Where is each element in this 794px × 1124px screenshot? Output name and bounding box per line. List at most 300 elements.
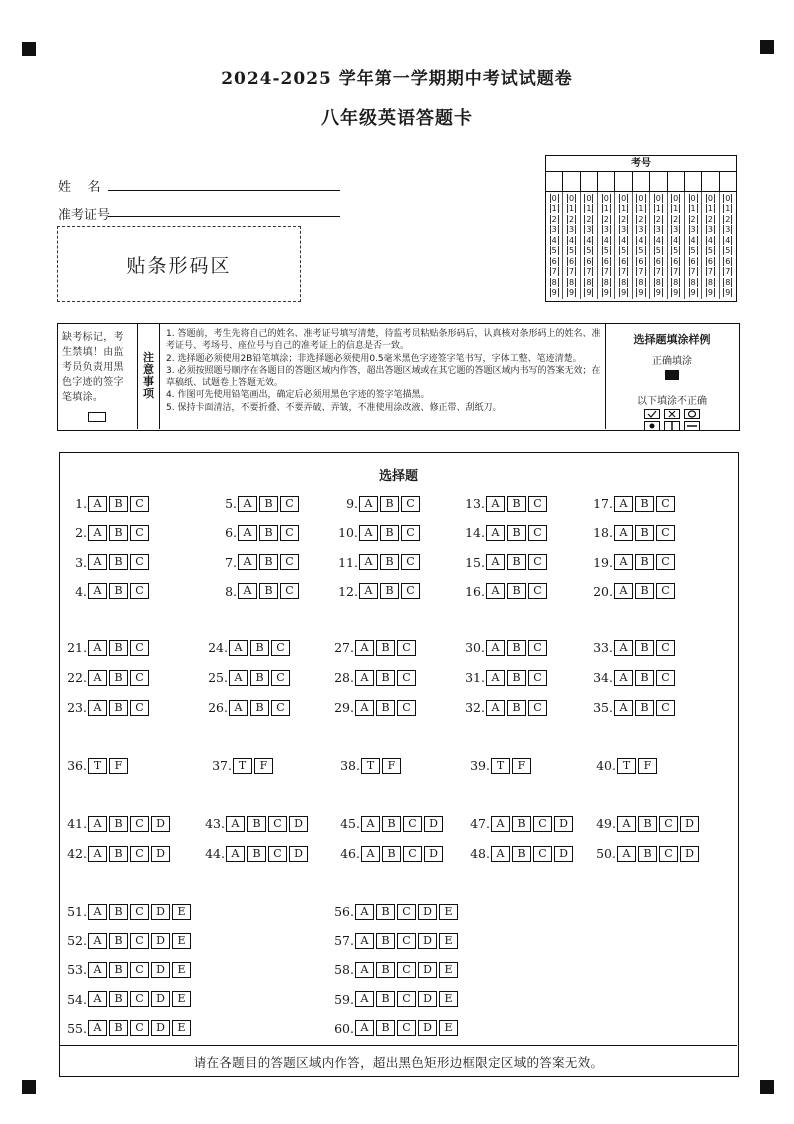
answer-option-bubble[interactable]: B [109,640,128,656]
answer-option-bubble[interactable]: A [361,846,380,862]
answer-option-bubble[interactable]: C [280,496,299,512]
answer-option-bubble[interactable]: A [359,554,378,570]
answer-option-bubble[interactable]: B [507,554,526,570]
exam-digit-bubble[interactable]: 4 [725,235,731,245]
answer-option-bubble[interactable]: C [401,554,420,570]
answer-option-bubble[interactable]: C [528,496,547,512]
answer-option-bubble[interactable]: C [397,1020,416,1036]
answer-option-bubble[interactable]: C [280,554,299,570]
exam-digit-bubble[interactable]: 8 [603,277,609,287]
answer-option-bubble[interactable]: C [130,846,149,862]
exam-digit-bubble[interactable]: 3 [690,225,696,235]
exam-digit-bubble[interactable]: 0 [707,193,713,203]
answer-option-bubble[interactable]: C [130,962,149,978]
answer-option-bubble[interactable]: B [250,640,269,656]
answer-option-bubble[interactable]: A [359,583,378,599]
exam-digit-bubble[interactable]: 6 [568,256,575,266]
exam-digit-bubble[interactable]: 6 [690,256,696,266]
exam-digit-bubble[interactable]: 6 [551,256,557,266]
exam-digit-bubble[interactable]: 0 [603,193,609,203]
answer-option-bubble[interactable]: B [109,700,128,716]
exam-digit-bubble[interactable]: 2 [707,214,713,224]
exam-digit-bubble[interactable]: 5 [638,246,644,256]
answer-option-bubble[interactable]: A [229,640,248,656]
answer-option-bubble[interactable]: B [382,816,401,832]
exam-digit-bubble[interactable]: 2 [673,214,679,224]
answer-option-bubble[interactable]: C [130,991,149,1007]
answer-option-bubble[interactable]: B [376,640,395,656]
answer-option-bubble[interactable]: A [88,640,107,656]
answer-option-bubble[interactable]: C [528,525,547,541]
exam-digit-bubble[interactable]: 3 [551,225,557,235]
answer-option-bubble[interactable]: T [361,758,380,774]
answer-option-bubble[interactable]: F [109,758,128,774]
answer-option-bubble[interactable]: C [533,816,552,832]
exam-digit-bubble[interactable]: 6 [621,256,627,266]
answer-option-bubble[interactable]: C [403,846,422,862]
exam-digit-bubble[interactable]: 1 [551,204,557,214]
answer-option-bubble[interactable]: B [635,554,654,570]
answer-option-bubble[interactable]: B [507,583,526,599]
exam-digit-bubble[interactable]: 7 [655,267,661,277]
answer-option-bubble[interactable]: B [512,816,531,832]
exam-digit-bubble[interactable]: 3 [707,225,713,235]
answer-option-bubble[interactable]: C [130,904,149,920]
answer-option-bubble[interactable]: A [229,700,248,716]
answer-option-bubble[interactable]: D [151,904,170,920]
answer-option-bubble[interactable]: B [109,583,128,599]
answer-option-bubble[interactable]: B [109,846,128,862]
answer-option-bubble[interactable]: A [486,525,505,541]
exam-digit-bubble[interactable]: 7 [690,267,696,277]
answer-option-bubble[interactable]: C [130,583,149,599]
answer-option-bubble[interactable]: F [382,758,401,774]
exam-digit-bubble[interactable]: 9 [638,288,644,298]
answer-option-bubble[interactable]: B [109,670,128,686]
answer-option-bubble[interactable]: B [376,962,395,978]
exam-digit-bubble[interactable]: 7 [707,267,713,277]
answer-option-bubble[interactable]: A [355,933,374,949]
exam-digit-bubble[interactable]: 4 [690,235,696,245]
answer-option-bubble[interactable]: B [635,583,654,599]
answer-option-bubble[interactable]: A [88,496,107,512]
exam-number-write-cell[interactable] [563,172,580,191]
exam-number-write-cell[interactable] [615,172,632,191]
answer-option-bubble[interactable]: A [486,554,505,570]
answer-option-bubble[interactable]: A [359,525,378,541]
answer-option-bubble[interactable]: B [635,700,654,716]
answer-option-bubble[interactable]: A [88,670,107,686]
answer-option-bubble[interactable]: A [614,554,633,570]
exam-digit-bubble[interactable]: 7 [638,267,644,277]
exam-digit-bubble[interactable]: 2 [586,214,592,224]
exam-digit-bubble[interactable]: 1 [655,204,661,214]
exam-digit-bubble[interactable]: 6 [586,256,592,266]
answer-option-bubble[interactable]: B [380,525,399,541]
answer-option-bubble[interactable]: E [172,904,191,920]
answer-option-bubble[interactable]: E [439,933,458,949]
answer-option-bubble[interactable]: A [491,816,510,832]
answer-option-bubble[interactable]: B [247,846,266,862]
answer-option-bubble[interactable]: C [130,933,149,949]
exam-number-write-row[interactable] [546,172,736,192]
exam-digit-bubble[interactable]: 4 [568,235,575,245]
answer-option-bubble[interactable]: D [554,846,573,862]
exam-digit-bubble[interactable]: 6 [673,256,679,266]
answer-option-bubble[interactable]: B [109,991,128,1007]
exam-digit-bubble[interactable]: 8 [551,277,557,287]
answer-option-bubble[interactable]: A [88,1020,107,1036]
exam-digit-bubble[interactable]: 4 [586,235,592,245]
answer-option-bubble[interactable]: F [638,758,657,774]
exam-digit-bubble[interactable]: 1 [725,204,731,214]
exam-digit-bubble[interactable]: 8 [690,277,696,287]
answer-option-bubble[interactable]: B [512,846,531,862]
answer-option-bubble[interactable]: C [397,904,416,920]
answer-option-bubble[interactable]: C [130,496,149,512]
exam-digit-bubble[interactable]: 2 [638,214,644,224]
answer-option-bubble[interactable]: A [238,583,257,599]
answer-option-bubble[interactable]: C [659,846,678,862]
exam-digit-bubble[interactable]: 7 [621,267,627,277]
exam-digit-bubble[interactable]: 2 [568,214,575,224]
answer-option-bubble[interactable]: A [486,670,505,686]
answer-option-bubble[interactable]: F [512,758,531,774]
exam-digit-bubble[interactable]: 3 [603,225,609,235]
answer-option-bubble[interactable]: D [151,816,170,832]
answer-option-bubble[interactable]: A [617,816,636,832]
exam-digit-bubble[interactable]: 0 [725,193,731,203]
exam-number-bubbles[interactable] [546,192,736,299]
exam-digit-bubble[interactable]: 9 [621,288,627,298]
answer-option-bubble[interactable]: B [635,496,654,512]
exam-digit-bubble[interactable]: 4 [603,235,609,245]
answer-option-bubble[interactable]: C [528,554,547,570]
answer-option-bubble[interactable]: D [418,991,437,1007]
answer-option-bubble[interactable]: B [109,962,128,978]
exam-digit-bubble[interactable]: 1 [690,204,696,214]
answer-option-bubble[interactable]: B [259,583,278,599]
answer-option-bubble[interactable]: C [656,670,675,686]
answer-option-bubble[interactable]: A [88,991,107,1007]
exam-digit-bubble[interactable]: 9 [603,288,609,298]
answer-option-bubble[interactable]: B [635,525,654,541]
exam-number-write-cell[interactable] [598,172,615,191]
exam-digit-bubble[interactable]: 3 [586,225,592,235]
answer-option-bubble[interactable]: T [617,758,636,774]
exam-digit-bubble[interactable]: 3 [725,225,731,235]
exam-digit-bubble[interactable]: 3 [673,225,679,235]
answer-option-bubble[interactable]: B [259,525,278,541]
answer-option-bubble[interactable]: C [401,583,420,599]
answer-option-bubble[interactable]: B [635,670,654,686]
exam-number-write-cell[interactable] [546,172,563,191]
answer-option-bubble[interactable]: D [151,846,170,862]
exam-digit-bubble[interactable]: 6 [655,256,661,266]
answer-option-bubble[interactable]: C [528,583,547,599]
exam-digit-bubble[interactable]: 5 [568,246,575,256]
exam-digit-bubble[interactable]: 1 [568,204,575,214]
exam-digit-bubble[interactable]: 2 [725,214,731,224]
answer-option-bubble[interactable]: A [226,816,245,832]
answer-option-bubble[interactable]: B [376,1020,395,1036]
answer-option-bubble[interactable]: A [238,525,257,541]
answer-option-bubble[interactable]: C [528,670,547,686]
answer-option-bubble[interactable]: A [614,525,633,541]
answer-option-bubble[interactable]: D [151,991,170,1007]
exam-digit-bubble[interactable]: 0 [621,193,627,203]
exam-digit-bubble[interactable]: 8 [673,277,679,287]
answer-option-bubble[interactable]: E [439,991,458,1007]
answer-option-bubble[interactable]: C [280,583,299,599]
exam-digit-bubble[interactable]: 5 [621,246,627,256]
exam-digit-bubble[interactable]: 0 [655,193,661,203]
exam-digit-bubble[interactable]: 1 [603,204,609,214]
answer-option-bubble[interactable]: A [88,700,107,716]
answer-option-bubble[interactable]: C [397,991,416,1007]
answer-option-bubble[interactable]: C [397,962,416,978]
answer-option-bubble[interactable]: B [635,640,654,656]
exam-digit-bubble[interactable]: 9 [655,288,661,298]
exam-digit-bubble[interactable]: 3 [655,225,661,235]
answer-option-bubble[interactable]: A [614,496,633,512]
answer-option-bubble[interactable]: B [259,554,278,570]
answer-option-bubble[interactable]: C [268,846,287,862]
answer-option-bubble[interactable]: E [439,1020,458,1036]
exam-digit-bubble[interactable]: 1 [621,204,627,214]
answer-option-bubble[interactable]: C [656,525,675,541]
answer-option-bubble[interactable]: D [418,962,437,978]
exam-digit-bubble[interactable]: 9 [707,288,713,298]
exam-digit-bubble[interactable]: 5 [673,246,679,256]
answer-option-bubble[interactable]: B [376,904,395,920]
answer-option-bubble[interactable]: B [638,846,657,862]
id-field[interactable] [108,216,340,217]
answer-option-bubble[interactable]: C [397,640,416,656]
answer-option-bubble[interactable]: B [507,640,526,656]
exam-digit-bubble[interactable]: 0 [586,193,592,203]
exam-digit-bubble[interactable]: 5 [707,246,713,256]
exam-digit-bubble[interactable]: 3 [621,225,627,235]
exam-number-write-cell[interactable] [668,172,685,191]
answer-option-bubble[interactable]: D [289,816,308,832]
answer-option-bubble[interactable]: A [88,962,107,978]
answer-option-bubble[interactable]: C [401,496,420,512]
exam-digit-bubble[interactable]: 2 [690,214,696,224]
answer-option-bubble[interactable]: C [656,496,675,512]
exam-digit-bubble[interactable]: 9 [586,288,592,298]
exam-digit-bubble[interactable]: 4 [655,235,661,245]
exam-digit-bubble[interactable]: 7 [603,267,609,277]
answer-option-bubble[interactable]: A [355,640,374,656]
answer-option-bubble[interactable]: C [130,700,149,716]
answer-option-bubble[interactable]: B [376,670,395,686]
answer-option-bubble[interactable]: A [355,962,374,978]
answer-option-bubble[interactable]: B [109,816,128,832]
answer-option-bubble[interactable]: B [507,525,526,541]
answer-option-bubble[interactable]: A [361,816,380,832]
exam-digit-bubble[interactable]: 3 [568,225,575,235]
exam-digit-bubble[interactable]: 5 [586,246,592,256]
answer-option-bubble[interactable]: F [254,758,273,774]
answer-option-bubble[interactable]: B [250,670,269,686]
exam-number-write-cell[interactable] [581,172,598,191]
exam-digit-bubble[interactable]: 4 [551,235,557,245]
answer-option-bubble[interactable]: A [614,583,633,599]
exam-digit-bubble[interactable]: 1 [707,204,713,214]
exam-digit-bubble[interactable]: 7 [725,267,731,277]
answer-option-bubble[interactable]: D [151,933,170,949]
exam-digit-bubble[interactable]: 5 [551,246,557,256]
answer-option-bubble[interactable]: C [130,816,149,832]
answer-option-bubble[interactable]: D [418,933,437,949]
exam-digit-bubble[interactable]: 9 [690,288,696,298]
answer-option-bubble[interactable]: A [238,554,257,570]
exam-digit-bubble[interactable]: 1 [638,204,644,214]
answer-option-bubble[interactable]: B [247,816,266,832]
answer-option-bubble[interactable]: A [491,846,510,862]
exam-digit-bubble[interactable]: 9 [673,288,679,298]
answer-option-bubble[interactable]: A [226,846,245,862]
exam-digit-bubble[interactable]: 8 [568,277,575,287]
exam-digit-bubble[interactable]: 0 [638,193,644,203]
answer-option-bubble[interactable]: C [659,816,678,832]
exam-digit-bubble[interactable]: 1 [586,204,592,214]
exam-digit-bubble[interactable]: 0 [673,193,679,203]
answer-option-bubble[interactable]: A [359,496,378,512]
answer-option-bubble[interactable]: A [355,700,374,716]
answer-option-bubble[interactable]: C [397,700,416,716]
exam-digit-bubble[interactable]: 6 [707,256,713,266]
exam-digit-bubble[interactable]: 6 [603,256,609,266]
answer-option-bubble[interactable]: A [88,816,107,832]
answer-option-bubble[interactable]: D [418,904,437,920]
answer-option-bubble[interactable]: C [271,640,290,656]
exam-digit-bubble[interactable]: 6 [725,256,731,266]
answer-option-bubble[interactable]: B [376,700,395,716]
exam-digit-bubble[interactable]: 8 [655,277,661,287]
answer-option-bubble[interactable]: C [271,670,290,686]
answer-option-bubble[interactable]: C [656,640,675,656]
answer-option-bubble[interactable]: E [172,962,191,978]
answer-option-bubble[interactable]: B [259,496,278,512]
exam-digit-bubble[interactable]: 8 [638,277,644,287]
exam-digit-bubble[interactable]: 1 [673,204,679,214]
answer-option-bubble[interactable]: C [271,700,290,716]
exam-digit-bubble[interactable]: 9 [725,288,731,298]
answer-option-bubble[interactable]: C [656,583,675,599]
answer-option-bubble[interactable]: C [130,640,149,656]
answer-option-bubble[interactable]: T [233,758,252,774]
exam-digit-bubble[interactable]: 7 [551,267,557,277]
answer-option-bubble[interactable]: A [88,583,107,599]
answer-option-bubble[interactable]: B [380,554,399,570]
answer-option-bubble[interactable]: B [376,991,395,1007]
answer-option-bubble[interactable]: B [638,816,657,832]
answer-option-bubble[interactable]: B [507,496,526,512]
exam-digit-bubble[interactable]: 4 [673,235,679,245]
exam-digit-bubble[interactable]: 2 [603,214,609,224]
exam-digit-bubble[interactable]: 8 [707,277,713,287]
answer-option-bubble[interactable]: D [680,816,699,832]
exam-digit-bubble[interactable]: 0 [551,193,557,203]
answer-option-bubble[interactable]: A [355,904,374,920]
answer-option-bubble[interactable]: E [439,962,458,978]
answer-option-bubble[interactable]: C [656,554,675,570]
answer-option-bubble[interactable]: T [491,758,510,774]
exam-digit-bubble[interactable]: 5 [655,246,661,256]
answer-option-bubble[interactable]: C [528,640,547,656]
exam-digit-bubble[interactable]: 7 [568,267,575,277]
answer-option-bubble[interactable]: B [382,846,401,862]
answer-option-bubble[interactable]: C [130,1020,149,1036]
exam-digit-bubble[interactable]: 7 [586,267,592,277]
answer-option-bubble[interactable]: B [109,1020,128,1036]
answer-option-bubble[interactable]: C [130,525,149,541]
answer-option-bubble[interactable]: C [533,846,552,862]
answer-option-bubble[interactable]: D [151,962,170,978]
answer-option-bubble[interactable]: B [507,670,526,686]
answer-option-bubble[interactable]: E [439,904,458,920]
answer-option-bubble[interactable]: B [250,700,269,716]
answer-option-bubble[interactable]: C [656,700,675,716]
exam-number-write-cell[interactable] [702,172,719,191]
answer-option-bubble[interactable]: A [88,933,107,949]
answer-option-bubble[interactable]: C [528,700,547,716]
exam-digit-bubble[interactable]: 5 [725,246,731,256]
answer-option-bubble[interactable]: D [424,816,443,832]
answer-option-bubble[interactable]: A [238,496,257,512]
absence-mark-box[interactable] [88,412,106,422]
answer-option-bubble[interactable]: B [507,700,526,716]
answer-option-bubble[interactable]: A [486,700,505,716]
exam-digit-bubble[interactable]: 4 [621,235,627,245]
answer-option-bubble[interactable]: A [229,670,248,686]
exam-digit-bubble[interactable]: 8 [586,277,592,287]
answer-option-bubble[interactable]: B [109,496,128,512]
answer-option-bubble[interactable]: B [376,933,395,949]
exam-digit-bubble[interactable]: 6 [638,256,644,266]
exam-digit-bubble[interactable]: 9 [551,288,557,298]
answer-option-bubble[interactable]: C [280,525,299,541]
answer-option-bubble[interactable]: A [355,1020,374,1036]
answer-option-bubble[interactable]: C [130,554,149,570]
answer-option-bubble[interactable]: D [151,1020,170,1036]
answer-option-bubble[interactable]: D [554,816,573,832]
exam-digit-bubble[interactable]: 2 [655,214,661,224]
answer-option-bubble[interactable]: T [88,758,107,774]
answer-option-bubble[interactable]: A [617,846,636,862]
exam-digit-bubble[interactable]: 4 [638,235,644,245]
exam-digit-bubble[interactable]: 2 [551,214,557,224]
answer-option-bubble[interactable]: E [172,933,191,949]
answer-option-bubble[interactable]: A [486,640,505,656]
answer-option-bubble[interactable]: A [614,640,633,656]
answer-option-bubble[interactable]: A [614,700,633,716]
answer-option-bubble[interactable]: A [614,670,633,686]
answer-option-bubble[interactable]: A [88,554,107,570]
answer-option-bubble[interactable]: A [486,496,505,512]
answer-option-bubble[interactable]: A [88,904,107,920]
answer-option-bubble[interactable]: A [355,670,374,686]
exam-digit-bubble[interactable]: 0 [568,193,575,203]
answer-option-bubble[interactable]: E [172,991,191,1007]
answer-option-bubble[interactable]: B [380,583,399,599]
answer-option-bubble[interactable]: D [424,846,443,862]
answer-option-bubble[interactable]: A [486,583,505,599]
answer-option-bubble[interactable]: D [418,1020,437,1036]
exam-digit-bubble[interactable]: 8 [621,277,627,287]
